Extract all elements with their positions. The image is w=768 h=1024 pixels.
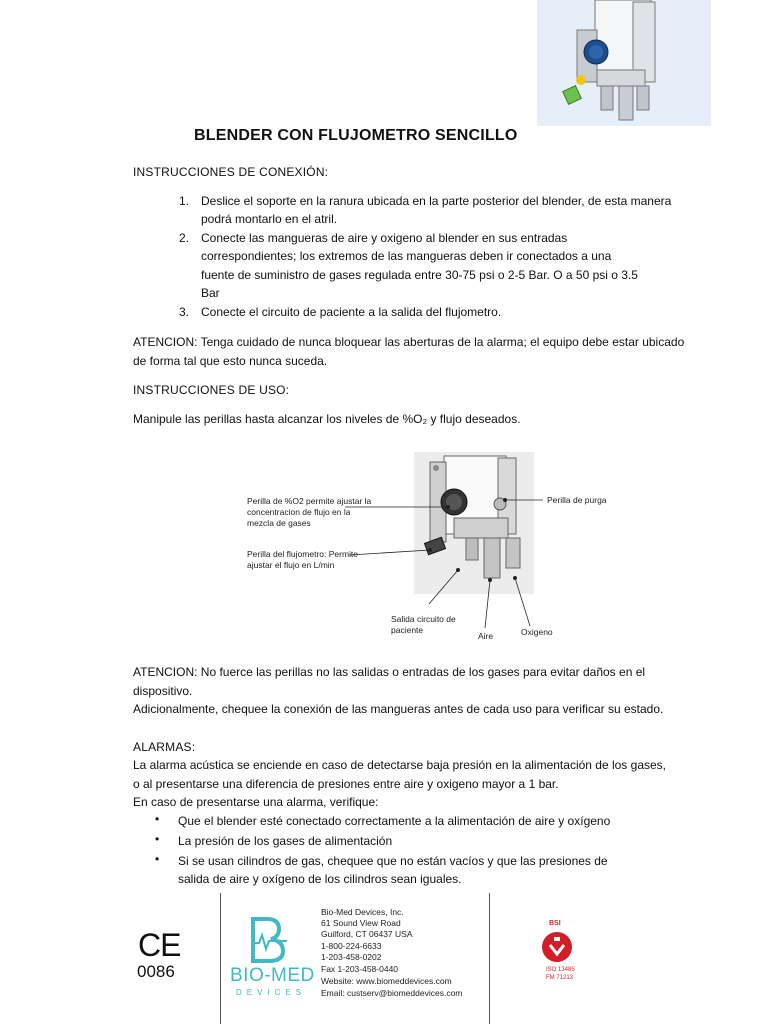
label-air-inlet: Aire — [478, 631, 494, 641]
label-patient-outlet: paciente — [391, 625, 424, 635]
alarm-check-item: Si se usan cilindros de gas, chequee que no están vacíos y que las presiones de — [178, 854, 608, 868]
company-info-line: 1-800-224-6633 — [321, 941, 382, 951]
ce-number: 0086 — [137, 962, 175, 981]
alarms-text: o al presentarse una diferencia de presiones entre aire y oxigeno mayor a 1 bar. — [133, 777, 559, 791]
bsi-label: BSI — [549, 920, 561, 927]
step-line: Bar — [201, 286, 220, 300]
footer-divider-right — [489, 893, 490, 1024]
company-info-line: Fax 1-203-458-0440 — [321, 964, 399, 974]
company-info-line: Guilford, CT 06437 USA — [321, 929, 413, 939]
label-patient-outlet: Salida circuito de — [391, 614, 456, 624]
bullet-dot: • — [155, 852, 160, 866]
ce-mark: CE — [138, 927, 181, 963]
step-number: 3. — [179, 305, 190, 319]
label-o2-knob: Perilla de %O2 permite ajustar la — [247, 496, 372, 506]
step-number: 1. — [179, 194, 190, 208]
attention-warning-2: ATENCION: No fuerce las perillas no las salidas o entradas de los gases para evitar daños en el — [133, 665, 646, 679]
company-info-line: Email: custserv@biomeddevices.com — [321, 988, 463, 998]
step-line: Conecte las mangueras de aire y oxigeno al blender en sus entradas — [201, 231, 568, 245]
attention-warning-1: ATENCION: Tenga cuidado de nunca bloquear las aberturas de la alarma; el equipo debe estar ubicado — [133, 335, 685, 349]
connection-heading: INSTRUCCIONES DE CONEXIÓN: — [133, 165, 329, 179]
company-info-line: Bio-Med Devices, Inc. — [321, 907, 404, 917]
cert-number: ISO 13485 — [546, 967, 575, 973]
label-o2-knob: mezcla de gases — [247, 518, 311, 528]
alarm-check-item: Que el blender esté conectado correctamente a la alimentación de aire y oxígeno — [178, 814, 611, 828]
label-o2-knob: concentracion de flujo en la — [247, 507, 351, 517]
cert-number: FM 71213 — [546, 975, 574, 981]
usage-text: Manipule las perillas hasta alcanzar los niveles de %O₂ y flujo deseados. — [133, 412, 521, 426]
attention-warning-2: dispositivo. — [133, 684, 193, 698]
label-purge-knob: Perilla de purga — [547, 495, 607, 505]
step-line: Conecte el circuito de paciente a la salida del flujometro. — [201, 305, 502, 319]
bullet-dot: • — [155, 812, 160, 826]
attention-warning-1: de forma tal que esto nunca suceda. — [133, 354, 328, 368]
label-oxygen-inlet: Oxigeno — [521, 627, 553, 637]
document-title: BLENDER CON FLUJOMETRO SENCILLO — [194, 127, 518, 144]
alarms-heading: ALARMAS: — [133, 740, 196, 754]
label-flow-knob: ajustar el flujo en L/min — [247, 560, 335, 570]
step-line: fuente de suministro de gases regulada entre 30-75 psi o 2-5 Bar. O a 50 psi o 3.5 — [201, 268, 638, 282]
alarm-check-item: salida de aire y oxígeno de los cilindros sean iguales. — [178, 872, 462, 886]
footer-divider-left — [220, 893, 221, 1024]
usage-heading: INSTRUCCIONES DE USO: — [133, 383, 290, 397]
alarms-text: En caso de presentarse una alarma, verifique: — [133, 795, 379, 809]
biomed-brand-sub: DEVICES — [236, 988, 307, 997]
step-number: 2. — [179, 231, 190, 245]
step-line: Deslice el soporte en la ranura ubicada en la parte posterior del blender, de esta manera — [201, 194, 672, 208]
step-line: correspondientes; los extremos de las mangueras deben ir conectados a una — [201, 249, 612, 263]
biomed-brand-name: BIO-MED — [230, 965, 315, 986]
company-info-line: 61 Sound View Road — [321, 918, 401, 928]
company-info-line: Website: www.biomeddevices.com — [321, 976, 452, 986]
attention-warning-2: Adicionalmente, chequee la conexión de las mangueras antes de cada uso para verificar su estado. — [133, 702, 664, 716]
step-line: podrá montarlo en el atril. — [201, 212, 338, 226]
bsi-certification-logo — [539, 929, 575, 963]
alarm-check-item: La presión de los gases de alimentación — [178, 834, 393, 848]
biomed-logo-icon — [247, 917, 291, 963]
label-flow-knob: Perilla del flujometro: Permite — [247, 549, 359, 559]
company-info-line: 1-203-458-0202 — [321, 952, 382, 962]
alarms-text: La alarma acústica se enciende en caso de detectarse baja presión en la alimentación de los gases, — [133, 758, 666, 772]
bullet-dot: • — [155, 832, 160, 846]
